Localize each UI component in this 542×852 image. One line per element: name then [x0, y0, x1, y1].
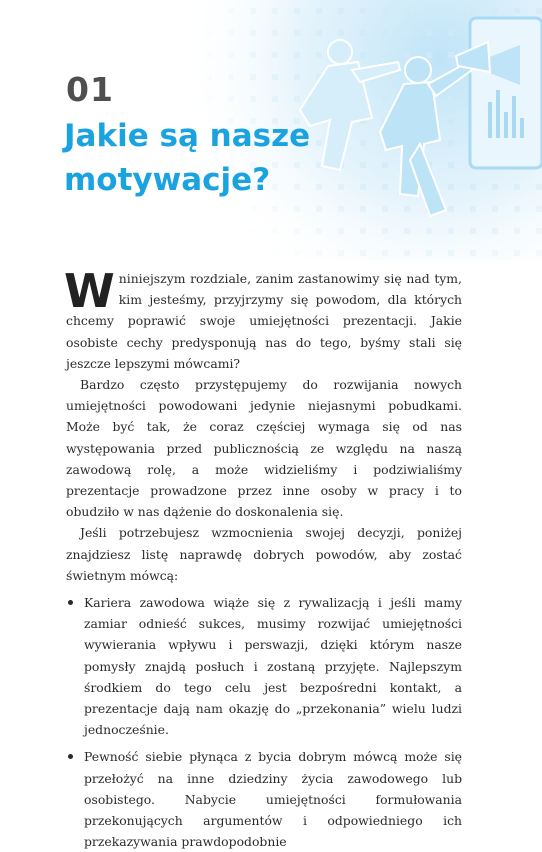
chapter-number: 01 — [66, 70, 114, 109]
list-item — [66, 746, 462, 852]
list-item-text: Kariera zawodowa wiąże się z rywalizacją i jeśli mamy zamiar odnieść sukces, musimy rozwijać umiejętności wywierania wpływu i perswazji, dzięki którym nasze pomysły znajdą posłuch i zostaną przyjęte. Najlepszym środkiem do tego celu jest bezpośredni kontakt, a prezentacje dają nam okazję do „przekonania” wielu ludzi jednocześnie. — [84, 595, 462, 738]
chapter-body — [64, 264, 462, 852]
bullet-icon — [68, 754, 73, 759]
chapter-title: Jakie są nasze motywacje? — [64, 118, 311, 198]
bullet-icon — [68, 600, 73, 605]
list-item — [66, 592, 462, 740]
paragraph-1 — [64, 264, 462, 374]
drop-cap: W — [64, 264, 115, 318]
paragraph-2: Bardzo często przystępujemy do rozwijania nowych umiejętności powodowani jedynie niejasnymi pobudkami. Może być tak, że coraz częściej wymaga się od nas występowania przed publicznością ze względu na naszą zawodową rolę, a może widzieliśmy i podziwialiśmy prezentacje prowadzone przez inne osoby w pracy i to obudziło w nas dążenie do doskonalenia się. — [66, 377, 462, 520]
reasons-list — [66, 592, 462, 852]
list-item-text: Pewność siebie płynąca z bycia dobrym mówcą może się przełożyć na inne dziedziny życia zawodowego lub osobistego. Nabycie umiejętności formułowania przekonujących argumentów i odpowiedniego ich przekazywania prawdopodobnie — [84, 749, 462, 850]
paragraph-1-text: niniejszym rozdziale, zanim zastanowimy się nad tym, kim jesteśmy, przyjrzymy się powodom, dla których chcemy poprawić swoje umiejętności prezentacji. Jakie osobiste cechy predysponują nas do tego, byśmy stali się jeszcze lepszymi mówcami? — [66, 271, 462, 371]
paragraph-3: Jeśli potrzebujesz wzmocnienia swojej decyzji, poniżej znajdziesz listę naprawdę dobrych powodów, aby zostać świetnym mówcą: — [66, 525, 462, 583]
